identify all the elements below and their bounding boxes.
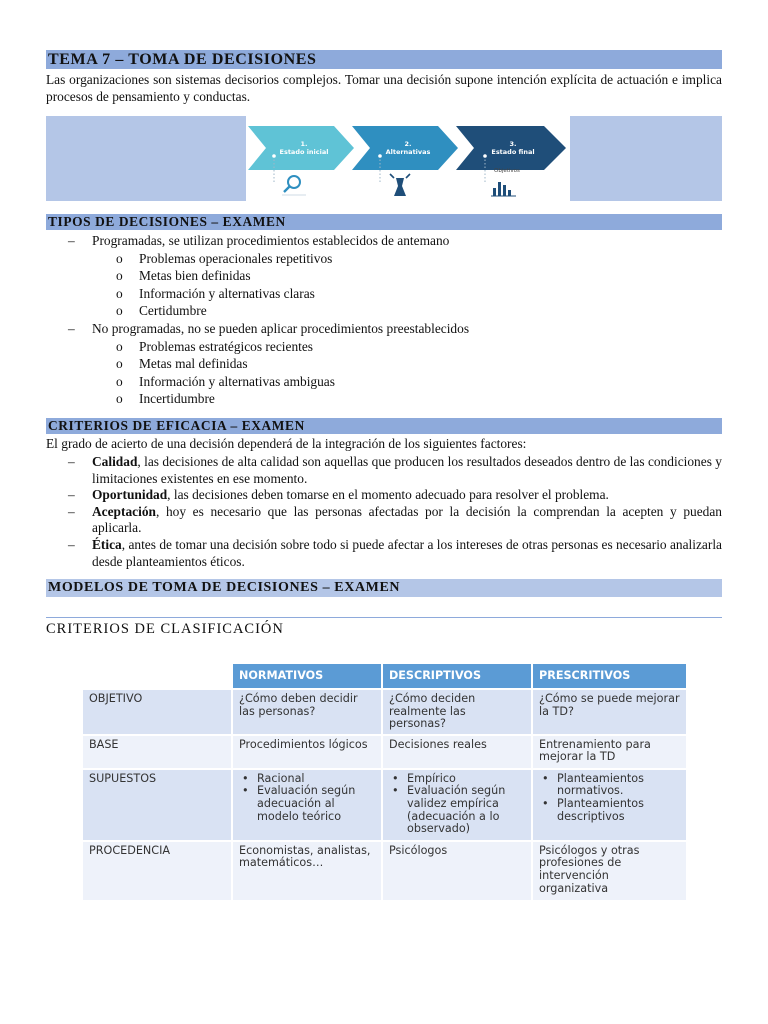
row-label: SUPUESTOS <box>83 770 231 840</box>
table-cell: Entrenamiento para mejorar la TD <box>533 736 686 768</box>
table-row <box>83 842 686 900</box>
column-header: NORMATIVOS <box>233 664 381 688</box>
table-cell: Psicólogos y otras profesiones de intervención organizativa <box>533 842 686 900</box>
list-item: • Empírico <box>389 773 525 786</box>
table-cell: ¿Cómo se puede mejorar la TD? <box>533 690 686 734</box>
list-item: o Certidumbre <box>116 303 207 319</box>
table-cell: Psicólogos <box>383 842 531 900</box>
list-item: – Ética, antes de tomar una decisión sobre todo si puede afectar a los intereses de otras personas es necesario analizarla desde planteamientos éticos. <box>68 536 722 569</box>
intro-paragraph: Las organizaciones son sistemas decisorios complejos. Tomar una decisión supone intención explícita de actuación e implica procesos de pensamiento y conductas. <box>46 72 722 104</box>
list-item: – No programadas, no se pueden aplicar procedimientos preestablecidos <box>68 320 470 336</box>
list-item: o Metas bien definidas <box>116 268 251 284</box>
table-cell: ¿Cómo deben decidir las personas? <box>233 690 381 734</box>
criterios-list <box>46 454 722 570</box>
step-3-num: 3. <box>509 140 517 148</box>
list-item: • Planteamientos normativos. <box>539 773 680 798</box>
table-row <box>83 690 686 734</box>
list-item: o Incertidumbre <box>116 391 215 407</box>
column-header: DESCRIPTIVOS <box>383 664 531 688</box>
step-3-caption: Objetivos <box>494 168 520 174</box>
tipos-list <box>46 233 722 408</box>
subheading-criterios-clasificacion: CRITERIOS DE CLASIFICACIÓN <box>46 621 284 637</box>
bullet-list <box>239 773 375 823</box>
list-item: o Información y alternativas claras <box>116 285 315 301</box>
row-label: PROCEDENCIA <box>83 842 231 900</box>
list-item: – Aceptación, hoy es necesario que las personas afectadas por la decisión la comprendan la acepten y puedan aplicarla. <box>68 503 722 536</box>
section-heading-modelos: MODELOS DE TOMA DE DECISIONES – EXAMEN <box>46 579 722 597</box>
step-3-label: Estado final <box>491 148 535 156</box>
table-cell <box>533 770 686 840</box>
list-item: o Metas mal definidas <box>116 356 248 372</box>
list-item: – Calidad, las decisiones de alta calidad son aquellas que producen los resultados deseados dentro de las condiciones y limitaciones existentes en ese momento. <box>68 454 722 486</box>
section-heading-criterios: CRITERIOS DE EFICACIA – EXAMEN <box>46 418 722 434</box>
process-arrows <box>246 116 570 201</box>
table-cell: Procedimientos lógicos <box>233 736 381 768</box>
list-item: • Planteamientos descriptivos <box>539 798 680 823</box>
row-label: OBJETIVO <box>83 690 231 734</box>
person-arrows-icon <box>390 174 410 196</box>
list-item: o Problemas operacionales repetitivos <box>116 250 333 266</box>
bullet-list <box>539 773 680 823</box>
column-header: PRESCRITIVOS <box>533 664 686 688</box>
divider <box>46 617 722 618</box>
bullet-list <box>389 773 525 836</box>
list-item: • Racional <box>239 773 375 786</box>
step-2-label: Alternativas <box>385 148 431 156</box>
table-cell: Decisiones reales <box>383 736 531 768</box>
magnifier-icon <box>282 176 306 195</box>
list-item: o Información y alternativas ambiguas <box>116 373 335 389</box>
list-item: o Problemas estratégicos recientes <box>116 338 314 354</box>
list-item: • Evaluación según adecuación al modelo teórico <box>239 785 375 823</box>
list-item: • Evaluación según validez empírica (adecuación a lo observado) <box>389 785 525 835</box>
list-item: – Programadas, se utilizan procedimientos establecidos de antemano <box>68 233 450 248</box>
table-cell: Economistas, analistas, matemáticos… <box>233 842 381 900</box>
step-1-num: 1. <box>300 140 308 148</box>
criterios-intro: El grado de acierto de una decisión dependerá de la integración de los siguientes factores: <box>46 436 527 451</box>
bar-chart-icon <box>491 182 516 196</box>
row-label: BASE <box>83 736 231 768</box>
table-row <box>83 736 686 768</box>
table-row <box>83 770 686 840</box>
table-cell: ¿Cómo deciden realmente las personas? <box>383 690 531 734</box>
step-1-label: Estado inicial <box>279 148 329 156</box>
step-2-num: 2. <box>404 140 412 148</box>
table-corner <box>83 664 231 688</box>
table-cell <box>233 770 381 840</box>
table-cell <box>383 770 531 840</box>
section-heading-tipos: TIPOS DE DECISIONES – EXAMEN <box>46 214 722 230</box>
process-diagram <box>246 116 570 201</box>
page-title: TEMA 7 – TOMA DE DECISIONES <box>46 50 722 69</box>
table-header-row <box>83 664 686 688</box>
models-table <box>81 662 688 902</box>
list-item: – Oportunidad, las decisiones deben tomarse en el momento adecuado para resolver el problema. <box>68 487 609 503</box>
